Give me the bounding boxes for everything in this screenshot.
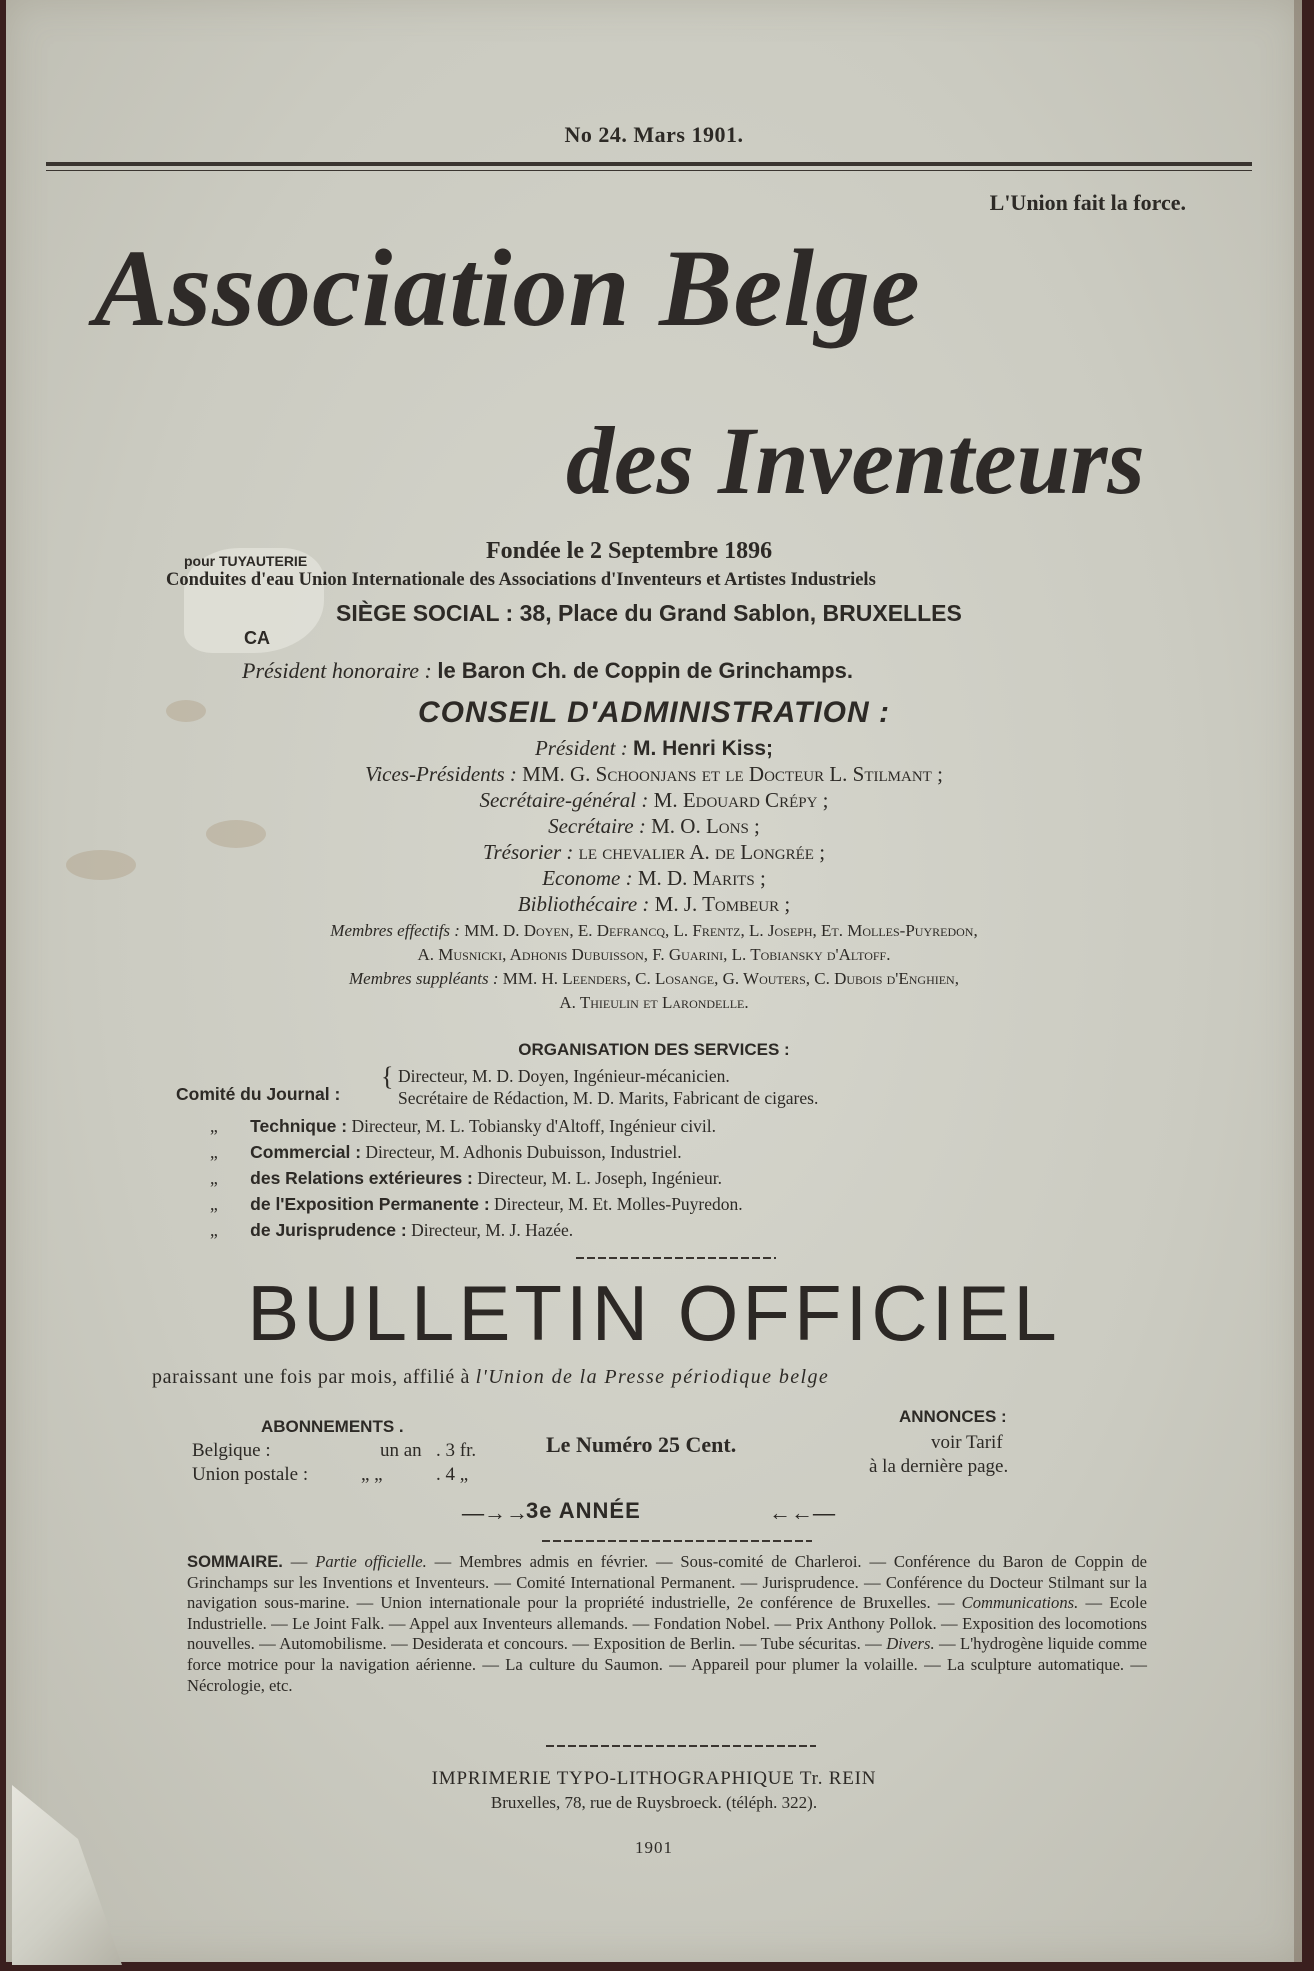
header-rule (46, 162, 1252, 166)
membres-effectifs-cont (6, 945, 1302, 965)
service-desc: Directeur, M. L. Joseph, Ingénieur. (477, 1168, 722, 1188)
union-ditto: „ „ (361, 1464, 383, 1485)
union-label: Union postale : (192, 1464, 309, 1485)
officer-row (6, 762, 1302, 787)
officer-role: Econome : (542, 866, 633, 890)
officer-row (6, 814, 1302, 839)
print-year: 1901 (635, 1838, 673, 1857)
belgique-price: . 3 fr. (436, 1440, 477, 1461)
officer-role: Président : (534, 736, 628, 760)
printer-name: IMPRIMERIE TYPO-LITHOGRAPHIQUE Tr. REIN (431, 1768, 877, 1789)
journal-director: Directeur, M. D. Doyen, Ingénieur-mécanicien. (398, 1066, 730, 1086)
service-desc: Directeur, M. L. Tobiansky d'Altoff, Ingénieur civil. (351, 1116, 717, 1136)
service-row (210, 1194, 743, 1215)
union-price: . 4 „ (436, 1464, 469, 1485)
service-desc: Directeur, M. Adhonis Dubuisson, Industriel. (365, 1142, 682, 1162)
honorary-president-label: Président honoraire : (242, 658, 432, 683)
subtitle-text: paraissant une fois par mois, affilié à (152, 1366, 470, 1388)
motto: L'Union fait la force. (989, 190, 1186, 215)
service-name: de l'Exposition Permanente : (250, 1194, 490, 1214)
officer-name: M. Henri Kiss; (632, 737, 773, 760)
officer-role: Vices-Présidents : (365, 762, 517, 786)
pasted-ad-line3: CA (244, 628, 270, 648)
issue-number: No 24. Mars 1901. (564, 122, 744, 147)
officer-name: M. Edouard Crépy ; (653, 788, 829, 812)
annonces-line2: à la dernière page. (869, 1456, 1009, 1477)
officer-row (6, 866, 1302, 891)
officer-name: MM. G. Schoonjans et le Docteur L. Stilmant ; (522, 762, 943, 786)
sommaire-part1-label: Partie officielle. (315, 1552, 427, 1571)
journal-secretary: Secrétaire de Rédaction, M. D. Marits, Fabricant de cigares. (398, 1088, 819, 1108)
annonces-line1: voir Tarif (931, 1432, 1003, 1453)
journal-label (176, 1084, 340, 1105)
officer-row (6, 788, 1302, 813)
header-rule-thin (46, 170, 1252, 171)
sommaire: SOMMAIRE. — Partie officielle. — Membres admis en février. — Sous-comité de Charleroi. — Conférence du Baron de Coppin de Grinchamps sur les Inventions et Inventeurs. — Comité International Permanent. — Jurisprudence. — Conférence du Docteur Stilmant sur la navigation sous-marine. — Union internationale pour la propriété industrielle, 2e conférence de Bruxelles. — Communications. — Ecole Industrielle. — Le Joint Falk. — Appel aux Inventeurs allemands. — Fondation Nobel. — Prix Anthony Pollok. — Exposition des locomotions nouvelles. — Automobilisme. — Desiderata et concours. — Exposition de Berlin. — Tube sécuritas. — Divers. — L'hydrogène liquide comme force motrice pour la navigation aérienne. — La culture du Saumon. — Appareil pour plumer la volaille. — La sculpture automatique. — Nécrologie, etc. (187, 1552, 1148, 1695)
officer-name: M. O. Lons ; (651, 814, 760, 838)
organisation-heading: ORGANISATION DES SERVICES : (518, 1040, 790, 1059)
membres-effectifs-line: A. Musnicki, Adhonis Dubuisson, F. Guarini, L. Tobiansky d'Altoff. (417, 945, 891, 964)
union-text: Union Internationale des Associations d'Inventeurs et Artistes Industriels (298, 570, 876, 590)
service-desc: Directeur, M. Et. Molles-Puyredon. (494, 1194, 743, 1214)
service-name: Commercial : (250, 1142, 362, 1162)
abonnements-heading: ABONNEMENTS . (261, 1417, 404, 1436)
sommaire-part1: — Membres admis en février. — Sous-comité de Charleroi. — Conférence du Baron de Coppin de Grinchamps sur les Inventions et Inventeurs. — Comité International Permanent. — Jurisprudence. — Conférence du Docteur Stilmant sur la navigation sous-marine. — Union internationale pour la propriété industrielle, 2e conférence de Bruxelles. — (187, 1552, 1148, 1613)
arrow-left-icon: ←←— (769, 1500, 835, 1525)
sommaire-part3-label: Divers. (886, 1634, 935, 1654)
ditto-mark: „ (210, 1168, 218, 1188)
annee: 3e ANNÉE (526, 1498, 641, 1523)
ditto-mark: „ (210, 1142, 218, 1162)
pasted-ad-line2: Conduites d'eau (166, 570, 294, 590)
sommaire-lead: SOMMAIRE. (187, 1552, 283, 1571)
belgique-period: un an (380, 1440, 422, 1461)
printer-address: Bruxelles, 78, rue de Ruysbroeck. (téléph. 322). (490, 1793, 818, 1812)
officer-role: Secrétaire-général : (479, 788, 649, 812)
service-name: Technique : (250, 1116, 348, 1136)
membres-effectifs (6, 921, 1302, 941)
service-name: de Jurisprudence : (250, 1220, 407, 1240)
masthead-line2: des Inventeurs (566, 407, 1145, 514)
siege-social: SIÈGE SOCIAL : 38, Place du Grand Sablon, BRUXELLES (336, 600, 962, 626)
membres-suppleants-label: Membres suppléants : (349, 969, 499, 988)
document-page (6, 0, 1302, 1962)
officer-name: le chevalier A. de Longrée ; (578, 840, 826, 864)
service-name: Comité du Journal : (176, 1084, 341, 1104)
ditto-mark: „ (210, 1116, 218, 1136)
membres-effectifs-line: MM. D. Doyen, E. Defrancq, L. Frentz, L. Joseph, Et. Molles-Puyredon, (464, 921, 978, 940)
masthead-line1: Association Belge (94, 227, 921, 349)
honorary-president (242, 658, 853, 684)
union-affiliation (166, 570, 876, 591)
officer-role: Bibliothécaire : (517, 892, 650, 916)
membres-suppleants (6, 969, 1302, 989)
officer-row (6, 840, 1302, 865)
service-name: des Relations extérieures : (250, 1168, 473, 1188)
service-desc: Directeur, M. J. Hazée. (411, 1220, 574, 1240)
service-row (210, 1220, 573, 1241)
arrow-right-icon: —→→ (462, 1500, 528, 1525)
conseil-heading: CONSEIL D'ADMINISTRATION : (417, 696, 890, 729)
officer-name: M. D. Marits ; (637, 866, 766, 890)
membres-suppleants-line: MM. H. Leenders, C. Losange, G. Wouters, C. Dubois d'Enghien, (502, 969, 959, 988)
officer-role: Trésorier : (482, 840, 574, 864)
divider (576, 1257, 776, 1259)
membres-effectifs-label: Membres effectifs : (330, 921, 460, 940)
subtitle-italic: l'Union de la Presse périodique belge (475, 1366, 830, 1388)
annonces-heading: ANNONCES : (899, 1407, 1007, 1426)
service-row (210, 1142, 682, 1163)
officer-row (6, 892, 1302, 917)
sommaire-part2: — Ecole Industrielle. — Le Joint Falk. — Appel aux Inventeurs allemands. — Fondation Nobel. — Prix Anthony Pollok. — Exposition des locomotions nouvelles. — Automobilisme. — Desiderata et concours. — Exposition de Berlin. — Tube sécuritas. — (187, 1593, 1147, 1654)
officer-name: M. J. Tombeur ; (654, 892, 791, 916)
divider (546, 1745, 816, 1747)
divider (542, 1540, 812, 1542)
ditto-mark: „ (210, 1220, 218, 1240)
pasted-ad-line1: pour TUYAUTERIE (184, 553, 308, 569)
service-row (210, 1116, 716, 1137)
sommaire-part2-label: Communications. (961, 1593, 1079, 1613)
ditto-mark: „ (210, 1194, 218, 1214)
bulletin-subtitle (152, 1366, 829, 1389)
belgique-label: Belgique : (192, 1440, 271, 1461)
membres-suppleants-line: A. Thieulin et Larondelle. (559, 993, 749, 1012)
service-row (210, 1168, 722, 1189)
sommaire-part3: — L'hydrogène liquide comme force motrice pour la navigation aérienne. — La culture du Saumon. — Appareil pour plumer la volaille. — La sculpture automatique. — Nécrologie, etc. (187, 1634, 1147, 1695)
bulletin-title: BULLETIN OFFICIEL (247, 1269, 1061, 1357)
founding-date: Fondée le 2 Septembre 1896 (486, 538, 773, 564)
membres-suppleants-cont (6, 993, 1302, 1013)
officer-row (6, 736, 1302, 761)
officer-role: Secrétaire : (548, 814, 646, 838)
honorary-president-name: le Baron Ch. de Coppin de Grinchamps. (437, 658, 853, 683)
brace: { (381, 1062, 394, 1091)
numero-price: Le Numéro 25 Cent. (546, 1432, 737, 1457)
